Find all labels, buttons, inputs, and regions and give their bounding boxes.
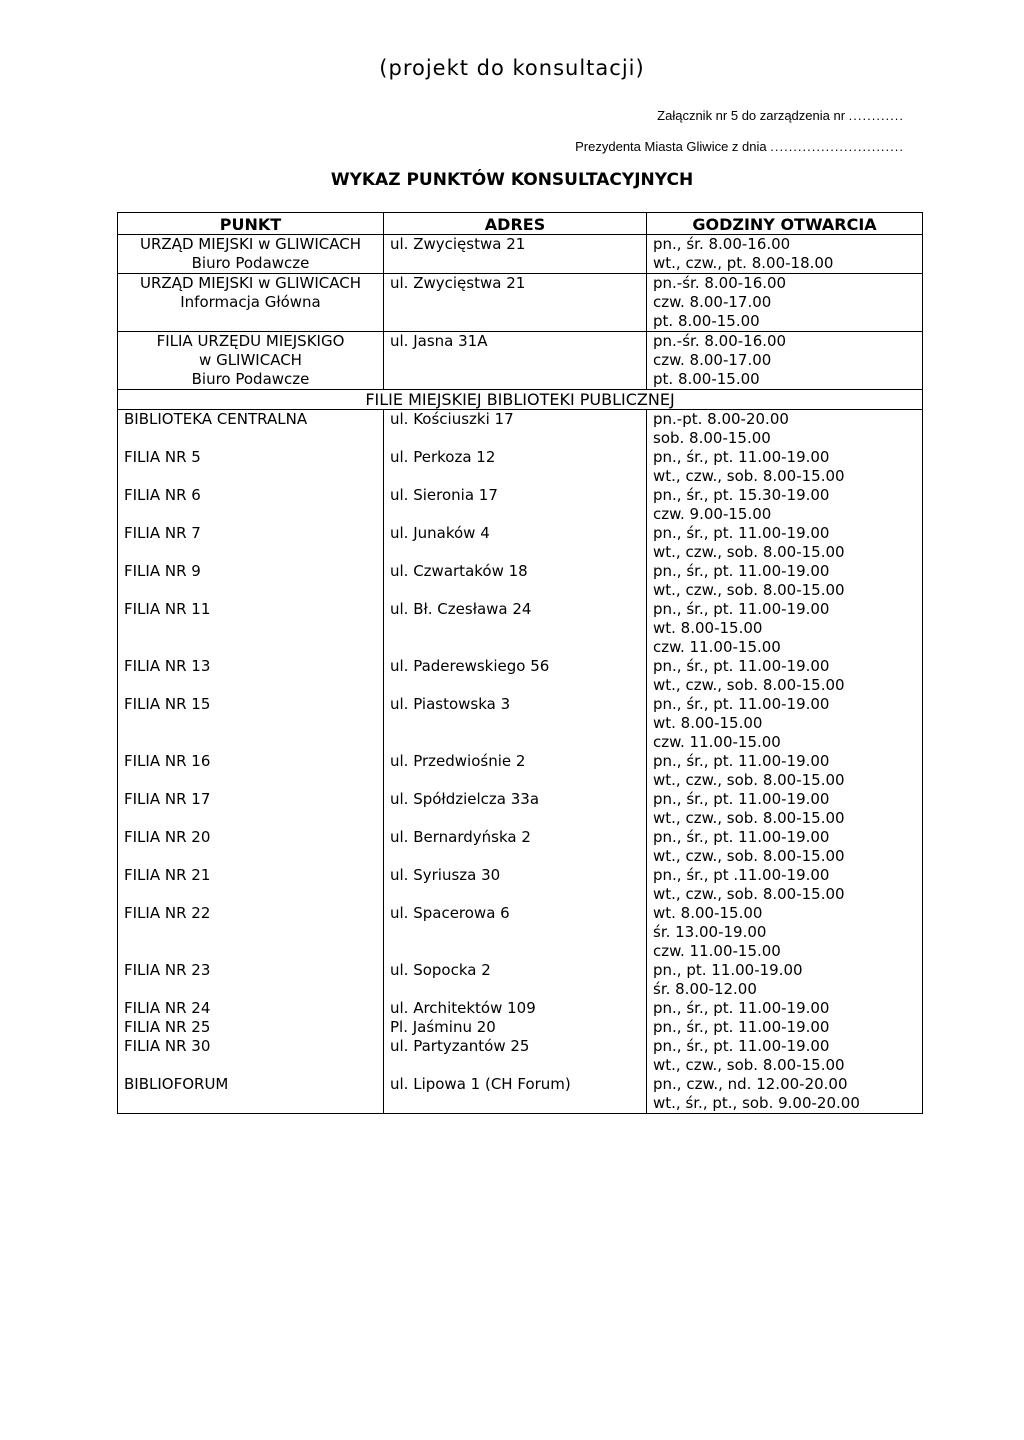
table-row [118, 562, 923, 600]
library-hours-line: wt. 8.00-15.00 [653, 714, 763, 732]
library-hours-line: wt. 8.00-15.00 [653, 904, 763, 922]
library-hours-line: pn., śr., pt. 11.00-19.00 [653, 828, 830, 846]
point-hours-cell [647, 332, 923, 390]
table-header-row [118, 213, 923, 235]
library-name-cell [118, 600, 384, 657]
library-hours-cell [647, 1037, 923, 1075]
point-name-line: w GLIWICACH [199, 351, 302, 369]
library-name: FILIA NR 5 [124, 448, 201, 466]
library-hours-cell [647, 1018, 923, 1037]
library-address-cell [384, 486, 647, 524]
library-hours-line: pn., czw., nd. 12.00-20.00 [653, 1075, 848, 1093]
library-hours-line: wt., czw., sob. 8.00-15.00 [653, 885, 845, 903]
library-hours-cell [647, 790, 923, 828]
library-hours-cell [647, 524, 923, 562]
library-address-cell [384, 448, 647, 486]
point-hours-line: czw. 8.00-17.00 [653, 293, 772, 311]
library-name-cell [118, 904, 384, 961]
table-row [118, 1075, 923, 1114]
document-header-title: (projekt do konsultacji) [379, 56, 645, 80]
president-reference [575, 139, 904, 154]
library-hours-line: czw. 11.00-15.00 [653, 942, 781, 960]
table-row [118, 961, 923, 999]
library-address: ul. Sieronia 17 [390, 486, 498, 504]
library-name: FILIA NR 15 [124, 695, 211, 713]
library-hours-cell [647, 562, 923, 600]
library-hours-line: pn., śr., pt. 11.00-19.00 [653, 999, 830, 1017]
point-address-cell [384, 235, 647, 274]
library-hours-cell [647, 486, 923, 524]
library-name: FILIA NR 6 [124, 486, 201, 504]
library-name: FILIA NR 16 [124, 752, 211, 770]
table-row [118, 332, 923, 390]
library-hours-line: wt., czw., sob. 8.00-15.00 [653, 676, 845, 694]
library-name-cell [118, 410, 384, 449]
library-hours-cell [647, 1075, 923, 1114]
library-name: FILIA NR 17 [124, 790, 211, 808]
library-address: ul. Spółdzielcza 33a [390, 790, 540, 808]
library-hours-line: wt., czw., sob. 8.00-15.00 [653, 581, 845, 599]
library-hours-cell [647, 904, 923, 961]
library-name: FILIA NR 23 [124, 961, 211, 979]
table-row [118, 448, 923, 486]
library-address-cell [384, 562, 647, 600]
president-dots: ............................. [770, 139, 904, 154]
library-address: ul. Partyzantów 25 [390, 1037, 530, 1055]
library-address-cell [384, 524, 647, 562]
point-address-cell [384, 274, 647, 332]
library-name: FILIA NR 22 [124, 904, 211, 922]
table-row [118, 1037, 923, 1075]
point-hours-cell [647, 274, 923, 332]
library-hours-cell [647, 828, 923, 866]
library-address: Pl. Jaśminu 20 [390, 1018, 496, 1036]
table-row [118, 695, 923, 752]
library-name-cell [118, 448, 384, 486]
library-name: FILIA NR 25 [124, 1018, 211, 1036]
library-name: FILIA NR 7 [124, 524, 201, 542]
point-name-cell [118, 332, 384, 390]
point-address: ul. Jasna 31A [390, 332, 488, 350]
library-name: FILIA NR 24 [124, 999, 211, 1017]
library-section-title: FILIE MIEJSKIEJ BIBLIOTEKI PUBLICZNEJ [118, 390, 923, 410]
library-hours-line: pn., pt. 11.00-19.00 [653, 961, 803, 979]
library-hours-line: pn., śr., pt. 11.00-19.00 [653, 562, 830, 580]
library-address-cell [384, 695, 647, 752]
library-section-row [118, 390, 923, 410]
library-address-cell [384, 600, 647, 657]
library-hours-cell [647, 448, 923, 486]
document-title: WYKAZ PUNKTÓW KONSULTACYJNYCH [330, 170, 694, 190]
point-name-cell [118, 274, 384, 332]
library-hours-line: wt., czw., sob. 8.00-15.00 [653, 1056, 845, 1074]
point-hours-line: pn., śr. 8.00-16.00 [653, 235, 791, 253]
point-address: ul. Zwycięstwa 21 [390, 235, 526, 253]
library-hours-line: pn., śr., pt. 11.00-19.00 [653, 657, 830, 675]
point-hours-line: pn.-śr. 8.00-16.00 [653, 274, 787, 292]
point-name-line: Biuro Podawcze [191, 370, 310, 388]
library-address-cell [384, 961, 647, 999]
table-row [118, 524, 923, 562]
library-name: FILIA NR 9 [124, 562, 201, 580]
library-name-cell [118, 790, 384, 828]
point-hours-cell [647, 235, 923, 274]
point-hours-line: czw. 8.00-17.00 [653, 351, 772, 369]
library-hours-line: pn., śr., pt. 11.00-19.00 [653, 448, 830, 466]
library-address: ul. Perkoza 12 [390, 448, 496, 466]
library-address: ul. Syriusza 30 [390, 866, 501, 884]
point-hours-line: pt. 8.00-15.00 [653, 312, 760, 330]
library-address-cell [384, 752, 647, 790]
table-row [118, 790, 923, 828]
library-address-cell [384, 657, 647, 695]
library-address-cell [384, 410, 647, 449]
library-hours-line: wt., czw., sob. 8.00-15.00 [653, 771, 845, 789]
table-row [118, 486, 923, 524]
table-row [118, 866, 923, 904]
library-hours-line: pn.-pt. 8.00-20.00 [653, 410, 789, 428]
column-header-godziny: GODZINY OTWARCIA [647, 213, 923, 235]
consultation-points-table [117, 212, 923, 1114]
library-hours-cell [647, 961, 923, 999]
library-address: ul. Lipowa 1 (CH Forum) [390, 1075, 571, 1093]
library-address: ul. Architektów 109 [390, 999, 536, 1017]
library-hours-line: pn., śr., pt. 11.00-19.00 [653, 524, 830, 542]
library-hours-line: wt. 8.00-15.00 [653, 619, 763, 637]
library-hours-cell [647, 866, 923, 904]
library-name: FILIA NR 11 [124, 600, 211, 618]
library-name-cell [118, 1018, 384, 1037]
president-text: Prezydenta Miasta Gliwice z dnia [575, 139, 767, 154]
library-hours-line: wt., śr., pt., sob. 9.00-20.00 [653, 1094, 860, 1112]
library-address-cell [384, 999, 647, 1018]
library-address: ul. Czwartaków 18 [390, 562, 528, 580]
library-address: ul. Kościuszki 17 [390, 410, 514, 428]
column-header-punkt: PUNKT [118, 213, 384, 235]
library-hours-line: wt., czw., sob. 8.00-15.00 [653, 847, 845, 865]
point-name-line: URZĄD MIEJSKI w GLIWICACH [140, 274, 361, 292]
table-row [118, 904, 923, 961]
library-name-cell [118, 657, 384, 695]
library-hours-line: wt., czw., sob. 8.00-15.00 [653, 809, 845, 827]
library-hours-cell [647, 752, 923, 790]
table-row [118, 657, 923, 695]
point-name-line: URZĄD MIEJSKI w GLIWICACH [140, 235, 361, 253]
point-name-line: FILIA URZĘDU MIEJSKIGO [156, 332, 345, 350]
library-name-cell [118, 1037, 384, 1075]
library-address: ul. Sopocka 2 [390, 961, 491, 979]
library-hours-cell [647, 695, 923, 752]
library-name-cell [118, 999, 384, 1018]
point-hours-line: pn.-śr. 8.00-16.00 [653, 332, 787, 350]
library-address: ul. Spacerowa 6 [390, 904, 510, 922]
library-name: FILIA NR 13 [124, 657, 211, 675]
point-name-cell [118, 235, 384, 274]
point-name-line: Biuro Podawcze [191, 254, 310, 272]
library-hours-line: pn., śr., pt. 11.00-19.00 [653, 1018, 830, 1036]
library-address: ul. Przedwiośnie 2 [390, 752, 526, 770]
library-address-cell [384, 1037, 647, 1075]
library-name: FILIA NR 21 [124, 866, 211, 884]
library-address-cell [384, 1075, 647, 1114]
library-hours-line: wt., czw., sob. 8.00-15.00 [653, 467, 845, 485]
library-hours-cell [647, 657, 923, 695]
library-name-cell [118, 866, 384, 904]
library-address: ul. Bernardyńska 2 [390, 828, 531, 846]
library-name-cell [118, 752, 384, 790]
library-address: ul. Paderewskiego 56 [390, 657, 550, 675]
library-hours-cell [647, 600, 923, 657]
library-name: BIBLIOFORUM [124, 1075, 229, 1093]
library-hours-line: pn., śr., pt. 11.00-19.00 [653, 790, 830, 808]
library-hours-line: czw. 9.00-15.00 [653, 505, 772, 523]
library-hours-cell [647, 410, 923, 449]
library-hours-line: pn., śr., pt. 11.00-19.00 [653, 600, 830, 618]
point-address: ul. Zwycięstwa 21 [390, 274, 526, 292]
column-header-adres: ADRES [384, 213, 647, 235]
table-row [118, 828, 923, 866]
library-hours-line: sob. 8.00-15.00 [653, 429, 771, 447]
library-address: ul. Piastowska 3 [390, 695, 511, 713]
library-name-cell [118, 562, 384, 600]
library-hours-line: pn., śr., pt .11.00-19.00 [653, 866, 830, 884]
library-name: FILIA NR 20 [124, 828, 211, 846]
library-hours-line: wt., czw., sob. 8.00-15.00 [653, 543, 845, 561]
table-row [118, 235, 923, 274]
annex-dots: ............ [848, 108, 904, 123]
library-hours-line: pn., śr., pt. 11.00-19.00 [653, 1037, 830, 1055]
library-address-cell [384, 828, 647, 866]
point-hours-line: wt., czw., pt. 8.00-18.00 [653, 254, 834, 272]
library-hours-line: pn., śr., pt. 15.30-19.00 [653, 486, 830, 504]
library-hours-line: czw. 11.00-15.00 [653, 638, 781, 656]
library-name-cell [118, 828, 384, 866]
table-row [118, 600, 923, 657]
annex-reference [657, 108, 904, 123]
library-hours-line: czw. 11.00-15.00 [653, 733, 781, 751]
library-name-cell [118, 524, 384, 562]
point-address-cell [384, 332, 647, 390]
library-address-cell [384, 1018, 647, 1037]
table-row [118, 274, 923, 332]
point-hours-line: pt. 8.00-15.00 [653, 370, 760, 388]
library-name: FILIA NR 30 [124, 1037, 211, 1055]
library-name: BIBLIOTEKA CENTRALNA [124, 410, 308, 428]
library-address-cell [384, 904, 647, 961]
library-address-cell [384, 866, 647, 904]
table-row [118, 752, 923, 790]
library-name-cell [118, 486, 384, 524]
library-address-cell [384, 790, 647, 828]
point-name-line: Informacja Główna [180, 293, 321, 311]
library-address: ul. Bł. Czesława 24 [390, 600, 532, 618]
library-name-cell [118, 1075, 384, 1114]
table-row [118, 1018, 923, 1037]
annex-text: Załącznik nr 5 do zarządzenia nr [657, 108, 846, 123]
library-hours-line: śr. 8.00-12.00 [653, 980, 757, 998]
library-name-cell [118, 961, 384, 999]
table-row [118, 999, 923, 1018]
library-name-cell [118, 695, 384, 752]
library-hours-line: pn., śr., pt. 11.00-19.00 [653, 752, 830, 770]
table-row [118, 410, 923, 449]
library-hours-line: pn., śr., pt. 11.00-19.00 [653, 695, 830, 713]
library-address: ul. Junaków 4 [390, 524, 490, 542]
library-hours-cell [647, 999, 923, 1018]
library-hours-line: śr. 13.00-19.00 [653, 923, 767, 941]
